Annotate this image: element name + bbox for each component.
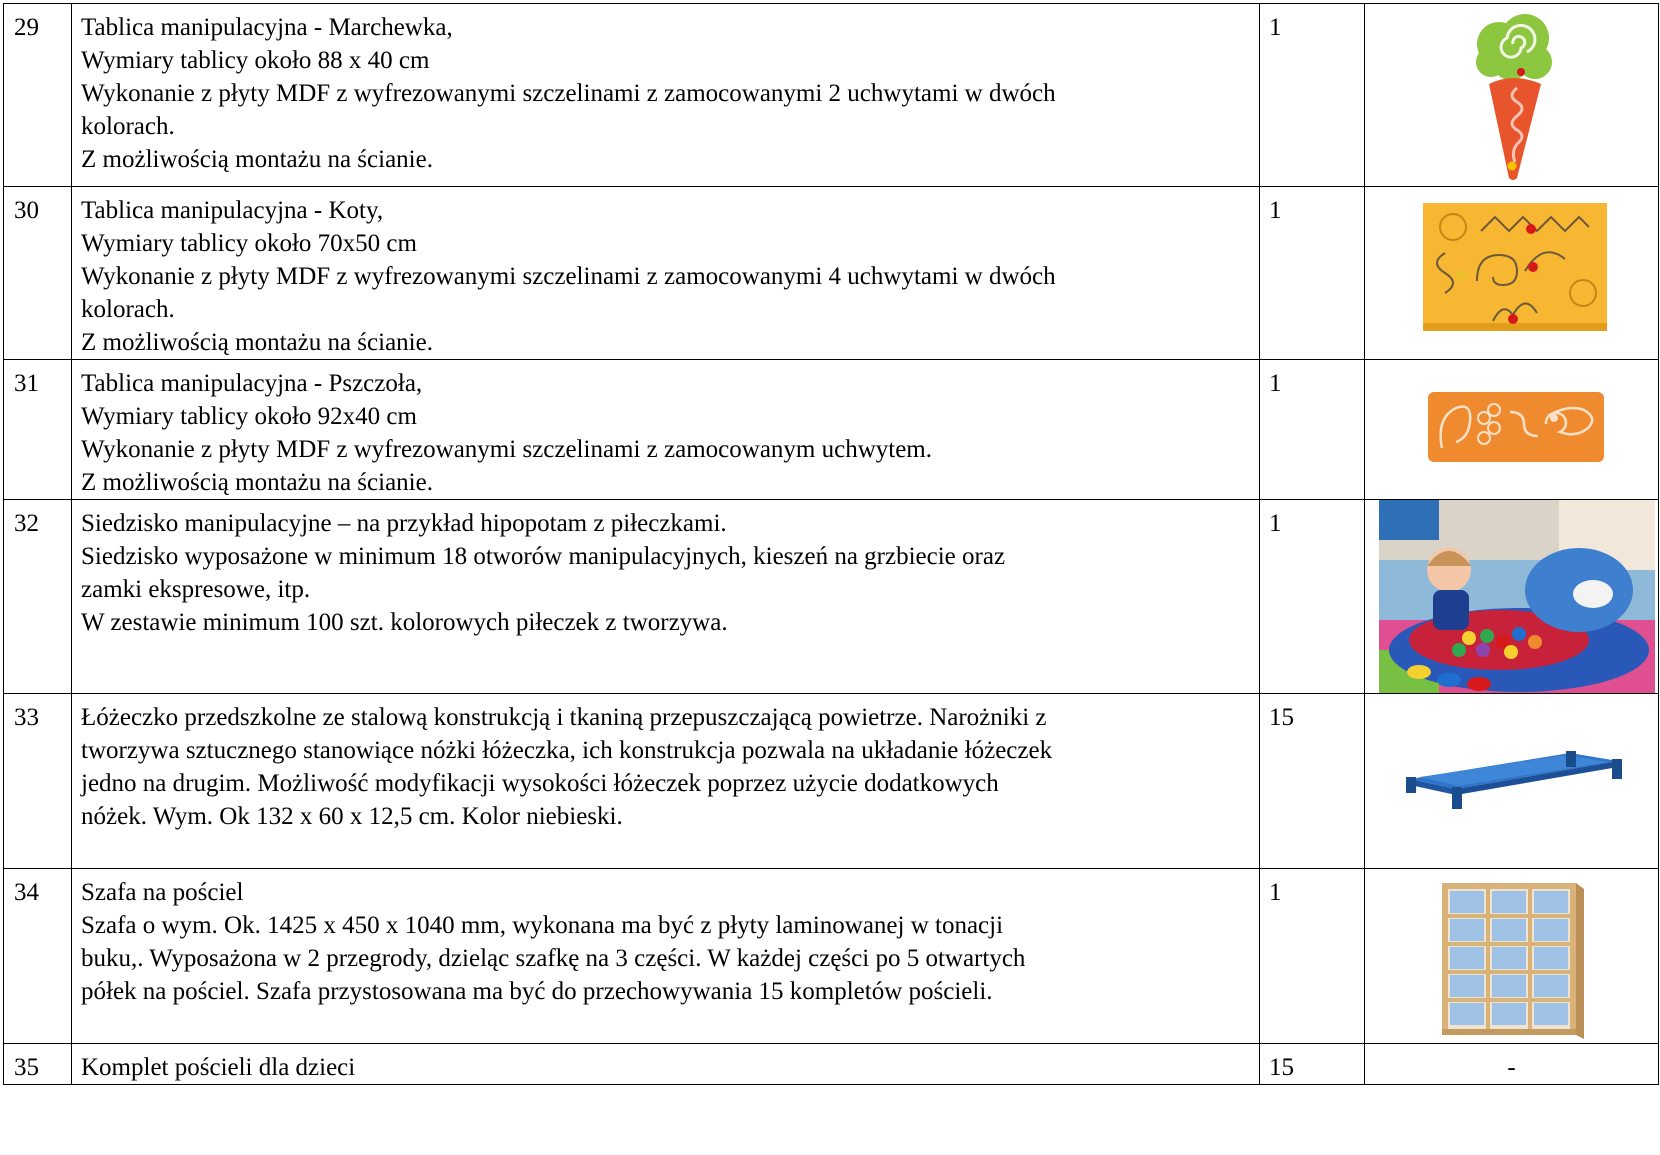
bee-board-image: [1426, 388, 1606, 468]
description-line: Tablica manipulacyjna - Pszczoła,: [81, 370, 423, 397]
item-number: 34: [4, 869, 72, 1044]
description-line: zamki ekspresowe, itp.: [81, 576, 311, 603]
item-quantity: 1: [1260, 869, 1365, 1044]
description-line: Łóżeczko przedszkolne ze stalową konstrukcją i tkaniną przepuszczającą powietrze. Narożniki z: [81, 704, 1047, 731]
description-line: Siedzisko wyposażone w minimum 18 otworów manipulacyjnych, kieszeń na grzbiecie oraz: [81, 543, 1006, 570]
description-line: W zestawie minimum 100 szt. kolorowych piłeczek z tworzywa.: [81, 609, 728, 636]
description-line: Szafa o wym. Ok. 1425 x 450 x 1040 mm, wykonana ma być z płyty laminowanej w tonacji: [81, 912, 1004, 939]
item-number: 35: [4, 1044, 72, 1085]
item-quantity: 1: [1260, 360, 1365, 500]
product-image-cell: [1365, 694, 1659, 869]
product-image-cell: [1365, 187, 1659, 360]
table-row: [4, 1044, 1659, 1085]
description-line: Wykonanie z płyty MDF z wyfrezowanymi szczelinami z zamocowanymi 2 uchwytami w dwóch: [81, 80, 1056, 107]
item-number: 31: [4, 360, 72, 500]
item-quantity: 1: [1260, 4, 1365, 187]
product-table: [3, 3, 1659, 1085]
description-line: tworzywa sztucznego stanowiące nóżki łóżeczka, ich konstrukcja pozwala na układanie łóżeczek: [81, 737, 1053, 764]
description-line: nóżek. Wym. Ok 132 x 60 x 12,5 cm. Kolor niebieski.: [81, 803, 623, 830]
item-number: 29: [4, 4, 72, 187]
item-description: [72, 4, 1260, 187]
table-row: [4, 360, 1659, 500]
description-line: buku,. Wyposażona w 2 przegrody, dzieląc szafkę na 3 części. W każdej części po 5 otwartych: [81, 945, 1026, 972]
table-row: [4, 500, 1659, 694]
table-row: [4, 4, 1659, 187]
item-description: [72, 500, 1260, 694]
item-description: [72, 869, 1260, 1044]
description-line: Z możliwością montażu na ścianie.: [81, 469, 433, 496]
description-line: Wymiary tablicy około 92x40 cm: [81, 403, 417, 430]
product-image-cell: [1365, 500, 1659, 694]
table-row: [4, 869, 1659, 1044]
product-image-cell: [1365, 1044, 1659, 1085]
item-quantity: 15: [1260, 694, 1365, 869]
table-row: [4, 187, 1659, 360]
item-number: 32: [4, 500, 72, 694]
bedding-cabinet-image: [1438, 879, 1586, 1039]
item-quantity: 15: [1260, 1044, 1365, 1085]
description-line: jedno na drugim. Możliwość modyfikacji wysokości łóżeczek poprzez użycie dodatkowych: [81, 770, 999, 797]
item-number: 30: [4, 187, 72, 360]
cats-board-image: [1421, 201, 1609, 337]
description-line: Wymiary tablicy około 88 x 40 cm: [81, 47, 430, 74]
product-image-cell: [1365, 4, 1659, 187]
no-image-dash: -: [1507, 1054, 1516, 1081]
description-line: kolorach.: [81, 296, 175, 323]
table-row: [4, 694, 1659, 869]
description-line: półek na pościel. Szafa przystosowana ma być do przechowywania 15 kompletów pościeli.: [81, 978, 993, 1005]
description-line: kolorach.: [81, 113, 175, 140]
description-line: Z możliwością montażu na ścianie.: [81, 329, 433, 356]
description-line: Komplet pościeli dla dzieci: [81, 1054, 356, 1081]
blue-cot-image: [1400, 739, 1624, 819]
hippo-seat-image: [1379, 500, 1655, 694]
product-image-cell: [1365, 869, 1659, 1044]
description-line: Szafa na pościel: [81, 879, 244, 906]
description-line: Wymiary tablicy około 70x50 cm: [81, 230, 417, 257]
item-description: [72, 360, 1260, 500]
description-line: Wykonanie z płyty MDF z wyfrezowanymi szczelinami z zamocowanymi 4 uchwytami w dwóch: [81, 263, 1056, 290]
description-line: Siedzisko manipulacyjne – na przykład hipopotam z piłeczkami.: [81, 510, 727, 537]
product-image-cell: [1365, 360, 1659, 500]
item-quantity: 1: [1260, 500, 1365, 694]
carrot-board-image: [1465, 10, 1565, 182]
item-quantity: 1: [1260, 187, 1365, 360]
item-description: [72, 694, 1260, 869]
description-line: Tablica manipulacyjna - Koty,: [81, 197, 384, 224]
item-number: 33: [4, 694, 72, 869]
description-line: Z możliwością montażu na ścianie.: [81, 146, 433, 173]
item-description: [72, 187, 1260, 360]
description-line: Tablica manipulacyjna - Marchewka,: [81, 14, 453, 41]
item-description: [72, 1044, 1260, 1085]
description-line: Wykonanie z płyty MDF z wyfrezowanymi szczelinami z zamocowanym uchwytem.: [81, 436, 933, 463]
